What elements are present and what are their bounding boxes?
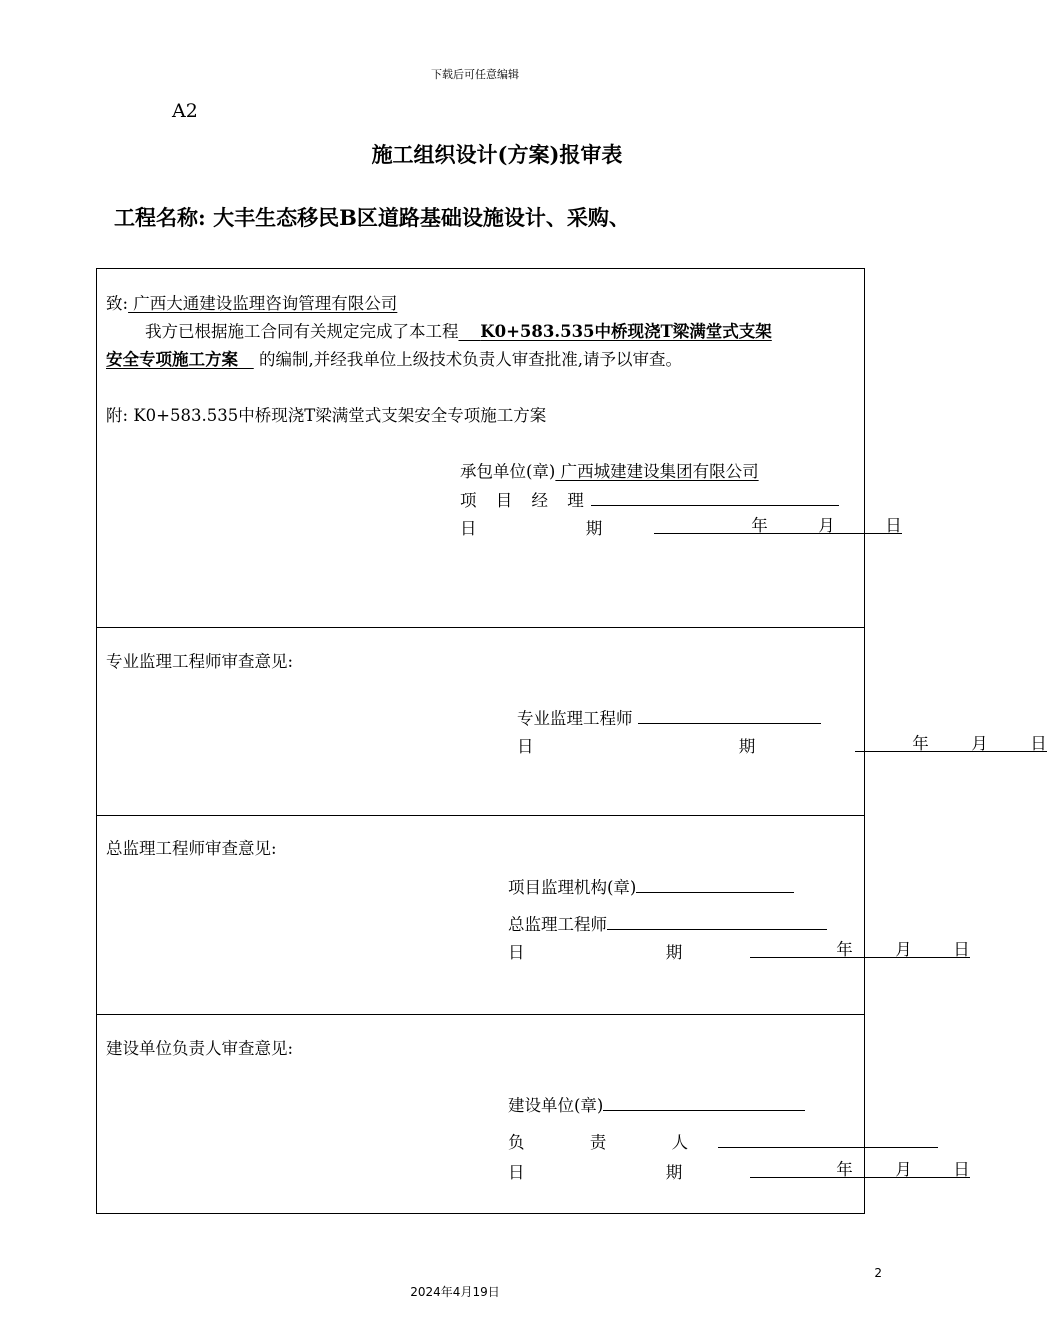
date-line — [460, 515, 902, 539]
responsible-person-line — [508, 1129, 938, 1153]
plan-name-part1: K0+583.535中桥现浇T梁满堂式支架 — [480, 322, 772, 341]
chief-signature-field[interactable] — [607, 913, 827, 930]
project-label: 工程名称: — [114, 205, 206, 230]
construction-unit-line — [508, 1092, 805, 1116]
day-label: 日 — [953, 1160, 970, 1179]
page-number: 2 — [874, 1266, 882, 1280]
month-label: 月 — [818, 516, 835, 535]
construction-unit-label: 建设单位(章) — [508, 1096, 604, 1115]
year-label: 年 — [751, 516, 768, 535]
chief-engineer-label: 总监理工程师 — [508, 915, 607, 934]
specialist-review-heading: 专业监理工程师审查意见: — [106, 652, 294, 671]
month-label: 月 — [971, 734, 988, 753]
day-label: 日 — [1030, 734, 1047, 753]
year-label: 年 — [912, 734, 929, 753]
row-divider — [97, 1014, 864, 1015]
review-form-table — [96, 268, 1047, 1214]
plan-name-part2: 安全专项施工方案 — [106, 350, 238, 369]
specialist-signature-field[interactable] — [638, 707, 821, 724]
specialist-date-label: 日 期 — [517, 737, 856, 756]
to-org: 广西大通建设监理咨询管理有限公司 — [128, 294, 398, 313]
responsible-person-label: 负 责 人 — [508, 1133, 718, 1152]
year-label: 年 — [836, 940, 853, 959]
chief-date-line — [508, 939, 970, 963]
submission-paragraph-line1 — [145, 318, 772, 342]
contractor-name: 广西城建建设集团有限公司 — [555, 462, 759, 481]
owner-date-line — [508, 1159, 970, 1183]
supervision-org-label: 项目监理机构(章) — [508, 878, 637, 897]
year-label: 年 — [836, 1160, 853, 1179]
attach-label: 附: — [106, 406, 129, 425]
row-divider — [97, 627, 864, 628]
page-title: 施工组织设计(方案)报审表 — [371, 142, 623, 167]
para-start: 我方已根据施工合同有关规定完成了本工程 — [145, 322, 459, 341]
day-label: 日 — [885, 516, 902, 535]
para-end: 的编制,并经我单位上级技术负责人审查批准,请予以审查。 — [259, 350, 682, 369]
row-divider — [97, 815, 864, 816]
submission-paragraph-line2 — [106, 346, 682, 370]
responsible-person-field[interactable] — [718, 1131, 938, 1148]
contractor-label: 承包单位(章) — [460, 462, 556, 481]
supervision-org-line — [508, 874, 794, 898]
construction-unit-field[interactable] — [603, 1094, 805, 1111]
attachment-line — [106, 402, 546, 426]
specialist-engineer-label: 专业监理工程师 — [517, 709, 633, 728]
project-name: 大丰生态移民B区道路基础设施设计、采购、 — [213, 205, 630, 230]
supervision-org-field[interactable] — [636, 876, 794, 893]
specialist-date-line — [517, 733, 1047, 757]
manager-signature-field[interactable] — [591, 489, 839, 506]
chief-engineer-line — [508, 911, 827, 935]
specialist-engineer-line — [517, 705, 821, 729]
date-label: 日 期 — [460, 519, 655, 538]
month-label: 月 — [895, 940, 912, 959]
to-label: 致: — [106, 294, 129, 313]
owner-date-label: 日 期 — [508, 1163, 751, 1182]
day-label: 日 — [953, 940, 970, 959]
manager-line — [460, 487, 839, 511]
header-note: 下载后可任意编辑 — [431, 68, 519, 81]
chief-review-heading: 总监理工程师审查意见: — [106, 839, 277, 858]
manager-label: 项 目 经 理 — [460, 491, 591, 510]
addressee-line — [106, 290, 397, 314]
project-name-line — [114, 202, 630, 232]
month-label: 月 — [895, 1160, 912, 1179]
footer-date: 2024年4月19日 — [410, 1285, 500, 1299]
attach-text: K0+583.535中桥现浇T梁满堂式支架安全专项施工方案 — [133, 406, 547, 425]
chief-date-label: 日 期 — [508, 943, 751, 962]
form-code: A2 — [172, 100, 198, 122]
contractor-line — [460, 458, 759, 482]
owner-review-heading: 建设单位负责人审查意见: — [106, 1039, 294, 1058]
